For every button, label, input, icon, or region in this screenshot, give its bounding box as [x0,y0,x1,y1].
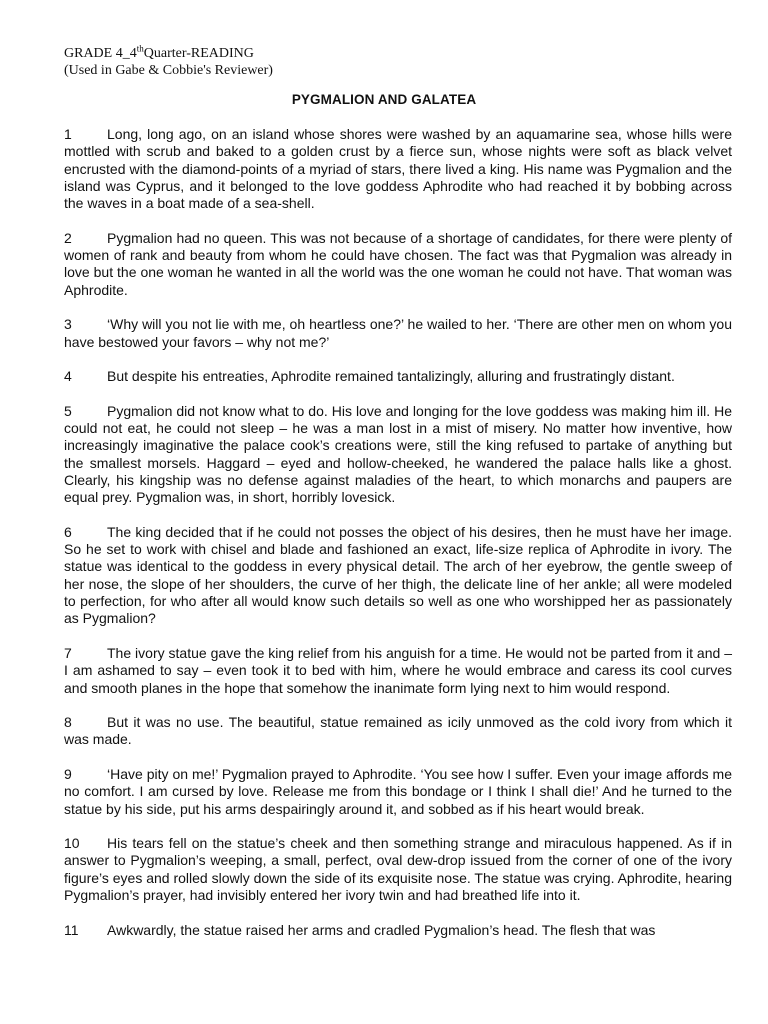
paragraph-text: The ivory statue gave the king relief from his anguish for a time. He would not be parted from it and – I am ashamed to say – even took it to bed with him, where he would embrace and caress its cool curves and smooth planes in the hope that somehow the inanimate form lying next to him would respond. [64,644,732,696]
paragraph-text: His tears fell on the statue’s cheek and then something strange and miraculous happened. As if in answer to Pygmalion’s weeping, a small, perfect, oval dew-drop issued from the corner of one of the ivory figure’s eyes and rolled slowly down the side of its exquisite nose. The statue was crying. Aphrodite, hearing Pygmalion’s prayer, had invisibly entered her ivory twin and had breathed life into it. [64,835,732,904]
paragraph [64,714,732,749]
paragraph-text: Pygmalion had no queen. This was not because of a shortage of candidates, for there were plenty of women of rank and beauty from whom he could have chosen. The fact was that Pygmalion was already in love but the one woman he wanted in all the world was the one woman he could not have. That woman was Aphrodite. [64,229,732,298]
paragraph-text: But it was no use. The beautiful, statue remained as icily unmoved as the cold ivory from which it was made. [64,714,732,748]
paragraph-number: 1 [64,126,72,142]
paragraph [64,922,732,939]
paragraph-number: 11 [64,921,79,938]
paragraph-number: 4 [64,368,72,385]
paragraph-number: 7 [64,644,72,661]
paragraph-text: Long, long ago, on an island whose shores were washed by an aquamarine sea, whose hills were mottled with scrub and baked to a golden crust by a fierce sun, whose nights were soft as black velvet encrusted with the diamond-points of a myriad of stars, there lived a king. His name was Pygmalion and the island was Cyprus, and it belonged to the love goddess Aphrodite who had reached it by bobbing across the waves in a boat made of a sea-shell. [64,126,732,212]
paragraph-text: The king decided that if he could not posses the object of his desires, then he must have her image. So he set to work with chisel and blade and fashioned an exact, life-size replica of Aphrodite in ivory. The statue was identical to the goddess in every physical detail. The arch of her eyebrow, the gentle sweep of her nose, the slope of her shoulders, the curve of her thigh, the delicate line of her ankle; all were modeled to perfection, for who after all would know such details so well as one who worshipped her as passionately as Pygmalion? [64,523,732,627]
paragraph [64,126,732,212]
grade-line [64,45,273,62]
story-title: PYGMALION AND GALATEA [291,92,477,107]
paragraph [64,368,732,385]
story-body [64,126,732,956]
paragraph [64,316,732,351]
paragraph-number: 10 [64,835,80,852]
paragraph [64,524,732,628]
paragraph-number: 3 [64,316,72,333]
paragraph-number: 8 [64,714,72,731]
paragraph-number: 9 [64,765,72,782]
paragraph-text: Pygmalion did not know what to do. His love and longing for the love goddess was making him ill. He could not eat, he could not sleep – he was a man lost in a mist of misery. No matter how inventive, how increasingly imaginative the palace cook’s creations were, still the king refused to partake of anything but the smallest morsels. Haggard – eyed and hollow-cheeked, he wandered the palace halls like a ghost. Clearly, his kingship was no defense against maladies of the heart, to which monarchs and paupers are equal prey. Pygmalion was, in short, horribly lovesick. [64,402,732,506]
paragraph-text: Awkwardly, the statue raised her arms and cradled Pygmalion’s head. The flesh that was [107,921,656,938]
paragraph [64,230,732,299]
paragraph-text: But despite his entreaties, Aphrodite remained tantalizingly, alluring and frustratingly distant. [107,368,675,385]
paragraph-number: 6 [64,523,72,540]
grade-suffix: Quarter-READING [143,46,254,61]
paragraph [64,835,732,904]
paragraph [64,403,732,507]
document-header [64,45,273,79]
paragraph [64,766,732,818]
grade-prefix: GRADE 4_4 [64,46,137,61]
paragraph-text: ‘Have pity on me!’ Pygmalion prayed to Aphrodite. ‘You see how I suffer. Even your image affords me no comfort. I am cursed by love. Release me from this bondage or I think I shall die!’ And he turned to the statue by his side, put his arms despairingly around it, and sobbed as if his heart would break. [64,765,732,817]
paragraph [64,645,732,697]
paragraph-number: 2 [64,229,72,246]
paragraph-text: ‘Why will you not lie with me, oh heartless one?’ he wailed to her. ‘There are other men on whom you have bestowed your favors – why not me?’ [64,316,732,350]
paragraph-number: 5 [64,402,72,419]
grade-superscript: th [136,43,144,54]
reviewer-note: (Used in Gabe & Cobbie's Reviewer) [64,63,273,78]
